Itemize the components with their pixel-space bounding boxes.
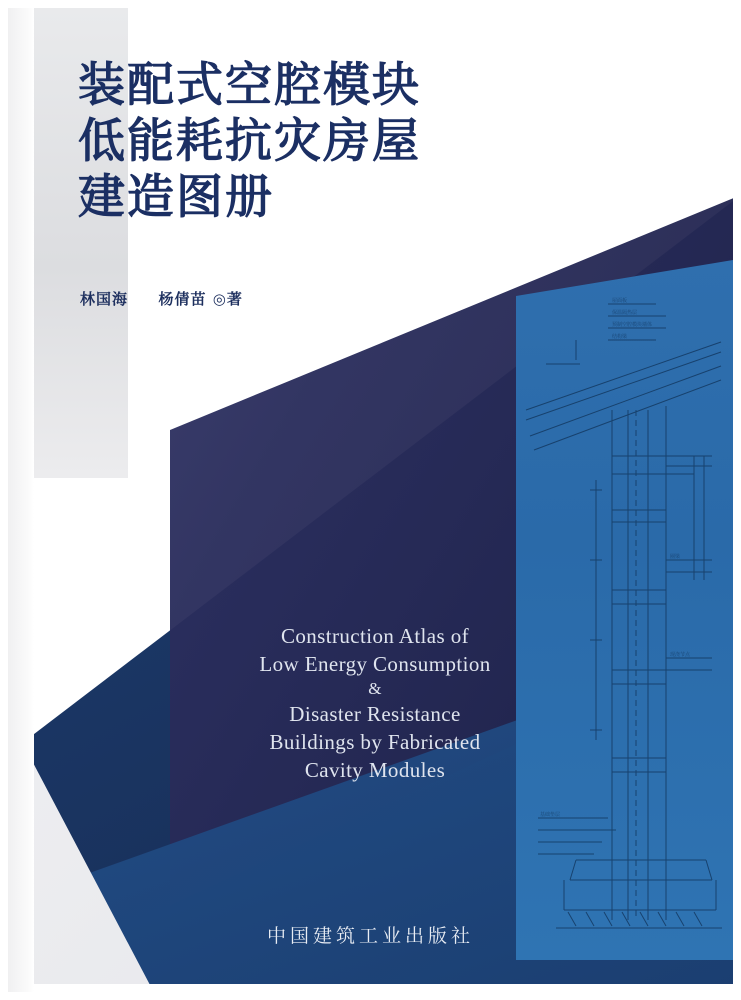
author-suffix: ◎著 bbox=[212, 290, 243, 308]
svg-text:保温隔热层: 保温隔热层 bbox=[612, 310, 638, 316]
author-name-1: 林国海 bbox=[80, 290, 129, 308]
english-title-line-2: Low Energy Consumption bbox=[259, 652, 491, 676]
english-title-line-5: Buildings by Fabricated bbox=[269, 730, 481, 754]
svg-text:基础垫层: 基础垫层 bbox=[540, 812, 561, 818]
svg-text:屋面板: 屋面板 bbox=[612, 298, 628, 304]
construction-detail-drawing-icon bbox=[516, 260, 733, 960]
author-line bbox=[80, 288, 243, 309]
title-line-1: 装配式空腔模块 bbox=[78, 58, 421, 113]
english-title-line-3: & bbox=[368, 679, 382, 698]
english-title-line-1: Construction Atlas of bbox=[280, 624, 470, 648]
svg-text:圈梁: 圈梁 bbox=[670, 554, 681, 560]
publisher-name: 中国建筑工业出版社 bbox=[266, 925, 474, 947]
english-title bbox=[210, 622, 540, 784]
blueprint-drawing-panel bbox=[516, 260, 733, 960]
svg-text:预制空腔模块墙体: 预制空腔模块墙体 bbox=[612, 322, 653, 328]
bottom-white-margin bbox=[0, 984, 741, 1000]
english-title-line-4: Disaster Resistance bbox=[289, 702, 461, 726]
title-line-2: 低能耗抗灾房屋 bbox=[78, 114, 421, 169]
title-line-3: 建造图册 bbox=[78, 170, 274, 225]
svg-text:现浇节点: 现浇节点 bbox=[670, 652, 691, 658]
author-name-2: 杨倩苗 bbox=[158, 290, 207, 308]
svg-text:结构梁: 结构梁 bbox=[612, 334, 628, 340]
page-title bbox=[78, 58, 538, 226]
english-title-line-6: Cavity Modules bbox=[304, 758, 446, 782]
